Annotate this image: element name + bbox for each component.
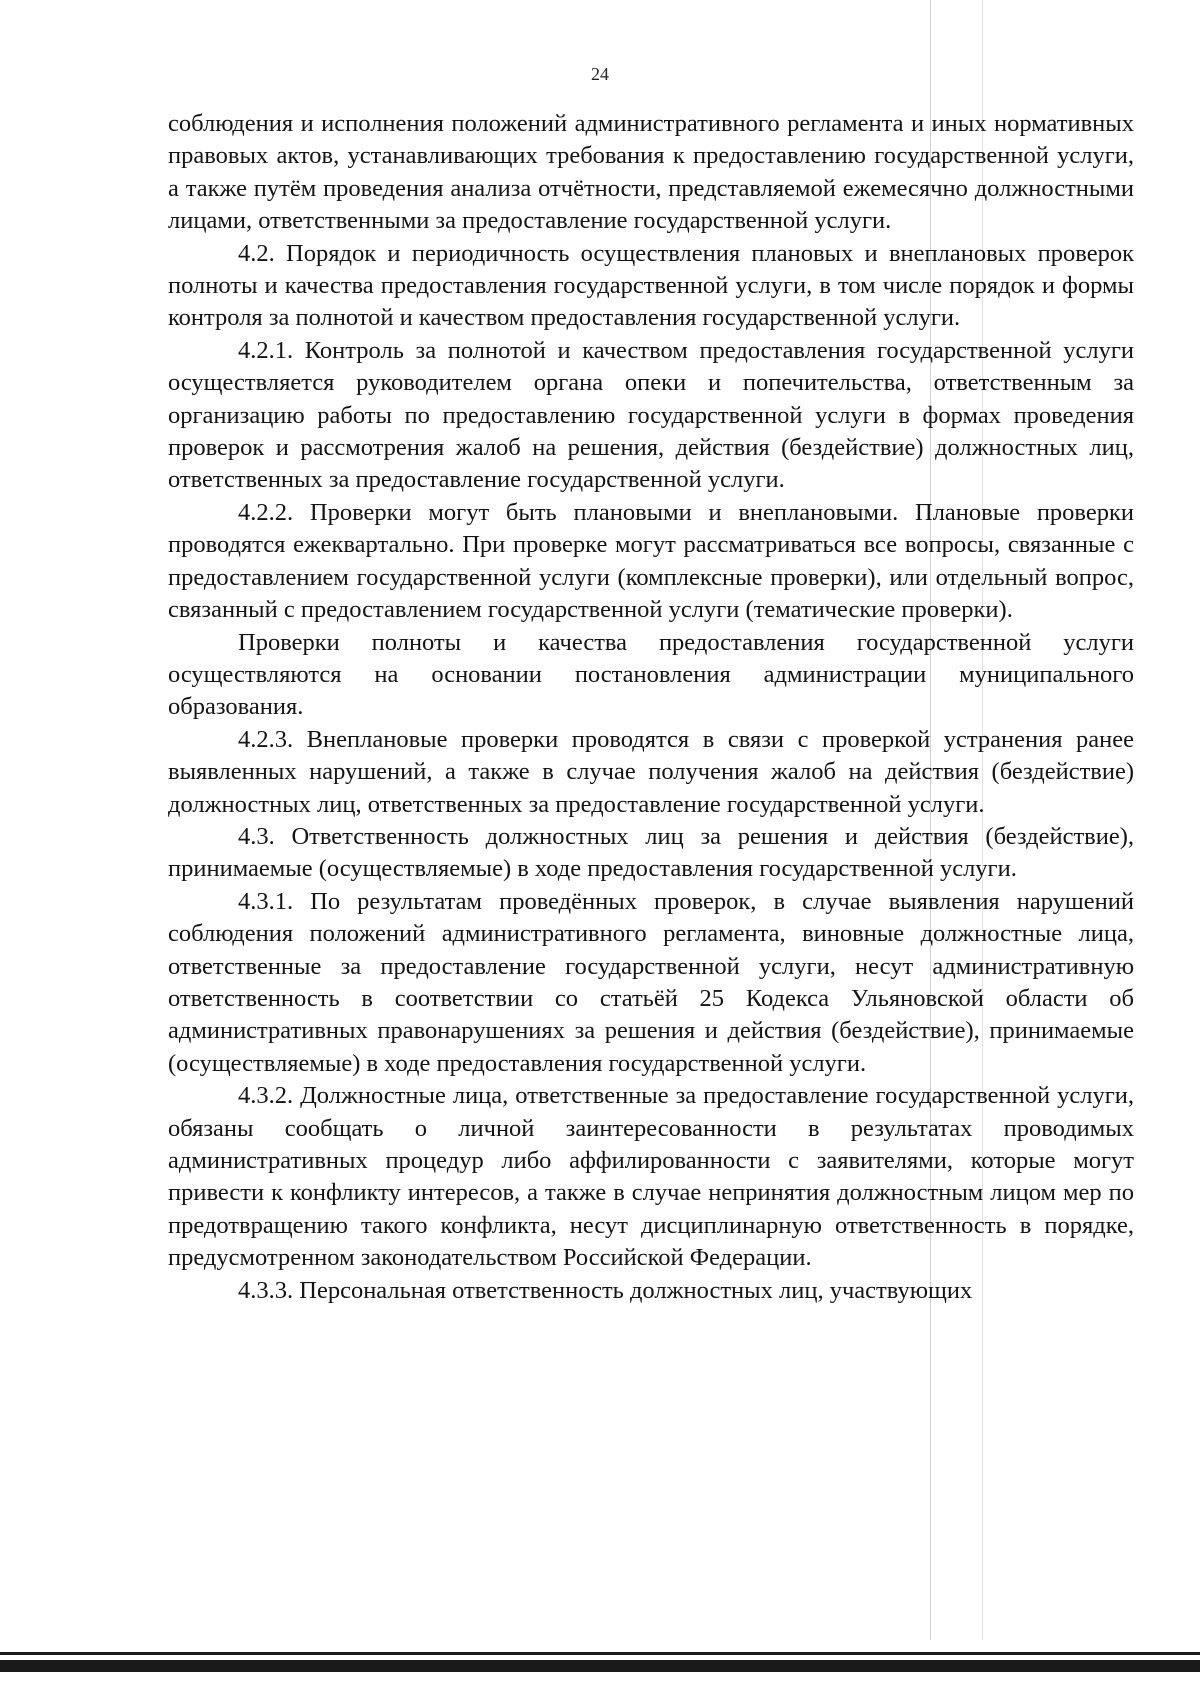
paragraph-4-3-3: 4.3.3. Персональная ответственность должностных лиц, участвующих (238, 1276, 973, 1304)
paragraph-4-2-3: 4.2.3. Внеплановые проверки проводятся в связи с проверкой устранения ранее выявленных нарушений, а также в случае получения жалоб на действия (бездействие) должностных лиц, ответственных за предоставление государственной услуги. (168, 725, 1134, 818)
paragraph-4-3-2: 4.3.2. Должностные лица, ответственные за предоставление государственной услуги, обязаны сообщать о личной заинтересованности в результатах проводимых административных процедур либо аффилированности с заявителями, которые могут привести к конфликту интересов, а также в случае непринятия должностным лицом мер по предотвращению такого конфликта, несут дисциплинарную ответственность в порядке, предусмотренном законодательством Российской Федерации. (168, 1082, 1134, 1272)
scan-bottom-border (0, 1660, 1200, 1672)
paragraph-4-2-2: 4.2.2. Проверки могут быть плановыми и внеплановыми. Плановые проверки проводятся ежеквартально. При проверке могут рассматриваться все вопросы, связанные с предоставлением государственной услуги (комплексные проверки), или отдельный вопрос, связанный с предоставлением государственной услуги (тематические проверки). (168, 498, 1134, 624)
paragraph-inspections-basis: Проверки полноты и качества предоставления государственной услуги осуществляются на основании постановления администрации муниципального образования. (168, 628, 1134, 721)
paragraph-4-2: 4.2. Порядок и периодичность осуществления плановых и внеплановых проверок полноты и качества предоставления государственной услуги, в том числе порядок и формы контроля за полнотой и качеством предоставления государственной услуги. (168, 239, 1134, 332)
paragraph-continuation: соблюдения и исполнения положений административного регламента и иных нормативных правовых актов, устанавливающих требования к предоставлению государственной услуги, а также путём проведения анализа отчётности, представляемой ежемесячно должностными лицами, ответственными за предоставление государственной услуги. (168, 110, 1134, 235)
document-body (168, 108, 1134, 1307)
paragraph-4-2-1: 4.2.1. Контроль за полнотой и качеством предоставления государственной услуги осуществляется руководителем органа опеки и попечительства, ответственным за организацию работы по предоставлению государственной услуги в формах проведения проверок и рассмотрения жалоб на решения, действия (бездействие) должностных лиц, ответственных за предоставление государственной услуги. (168, 336, 1134, 494)
paragraph-4-3: 4.3. Ответственность должностных лиц за решения и действия (бездействие), принимаемые (осуществляемые) в ходе предоставления государственной услуги. (168, 822, 1134, 883)
paragraph-4-3-1: 4.3.1. По результатам проведённых проверок, в случае выявления нарушений соблюдения положений административного регламента, виновные должностные лица, ответственные за предоставление государственной услуги, несут административную ответственность в соответствии со статьёй 25 Кодекса Ульяновской области об административных правонарушениях за решения и действия (бездействие), принимаемые (осуществляемые) в ходе предоставления государственной услуги. (168, 887, 1134, 1077)
page-number: 24 (591, 64, 609, 84)
scan-bottom-border (0, 1652, 1200, 1655)
